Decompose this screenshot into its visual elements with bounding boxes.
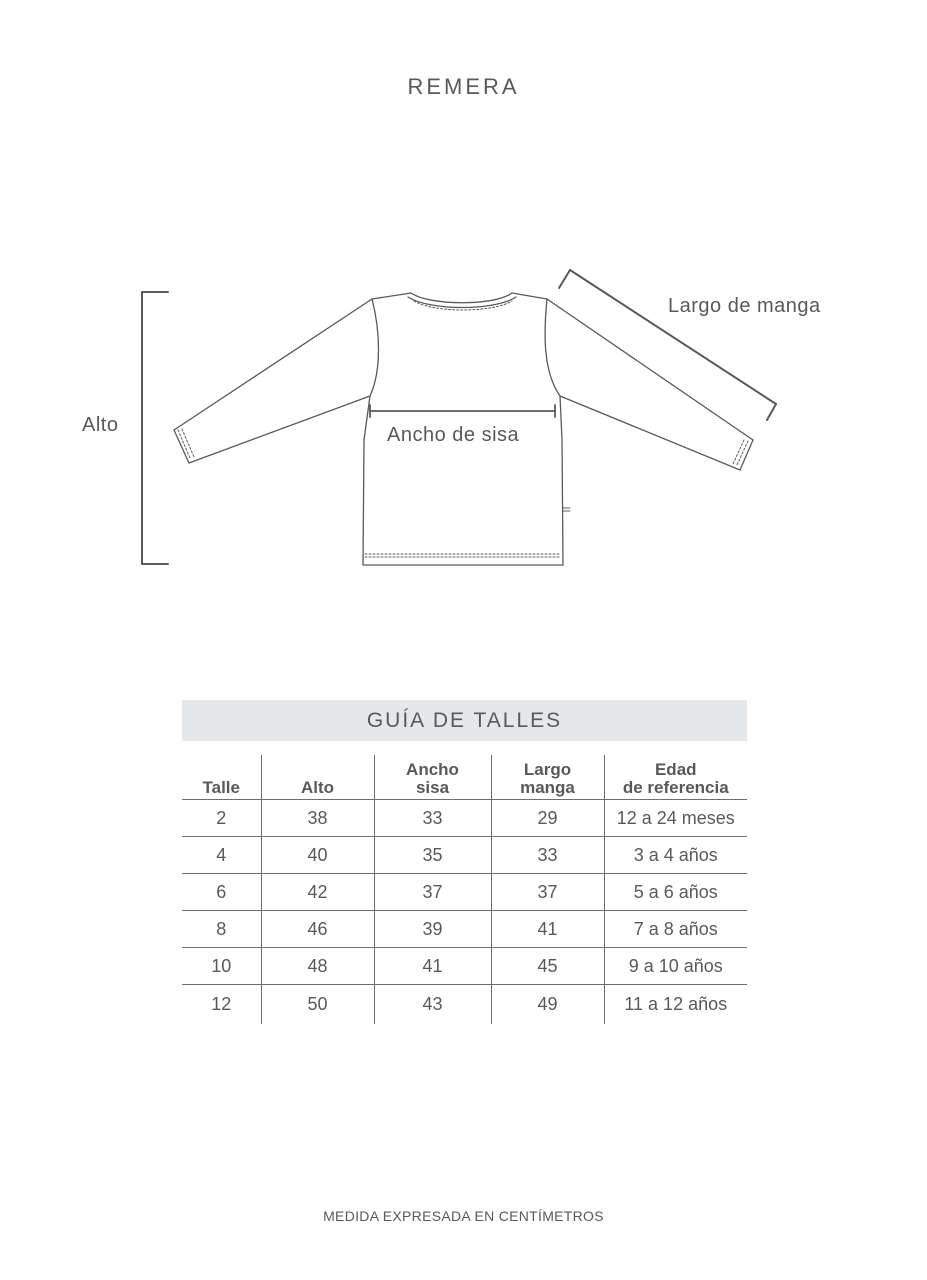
cell-edad: 12 a 24 meses [604, 800, 747, 837]
cell-ancho-sisa: 33 [374, 800, 491, 837]
column-header-edad [604, 755, 747, 800]
cell-alto: 42 [261, 874, 374, 911]
cell-talle: 10 [182, 948, 261, 985]
cell-largo-manga: 29 [491, 800, 604, 837]
column-header-line: Talle [202, 778, 240, 797]
size-guide [182, 700, 747, 1024]
size-guide-title: GUÍA DE TALLES [182, 700, 747, 741]
alto-label: Alto [82, 414, 119, 436]
right-sleeve [547, 299, 753, 470]
column-header-line: Edad [654, 760, 697, 779]
column-header-line: sisa [415, 778, 450, 797]
cell-largo-manga: 41 [491, 911, 604, 948]
cell-alto: 50 [261, 985, 374, 1025]
page-title: REMERA [407, 74, 520, 99]
cell-talle: 12 [211, 994, 232, 1014]
left-sleeve [174, 299, 372, 463]
ancho-sisa-label: Ancho de sisa [387, 424, 520, 446]
ancho-sisa-line [370, 405, 555, 417]
table-row [182, 800, 747, 837]
cell-alto: 48 [261, 948, 374, 985]
table-row [182, 874, 747, 911]
size-table [182, 755, 747, 1024]
table-row [182, 985, 747, 1025]
cell-ancho-sisa: 43 [374, 985, 491, 1025]
cell-largo-manga: 49 [491, 985, 604, 1025]
column-header-talle [182, 755, 261, 800]
cell-talle: 6 [182, 874, 261, 911]
cell-edad: 11 a 12 años [604, 985, 747, 1025]
cell-edad: 3 a 4 años [604, 837, 747, 874]
table-row [182, 948, 747, 985]
alto-bracket [142, 292, 168, 564]
cell-talle: 4 [182, 837, 261, 874]
cell-talle: 2 [182, 800, 261, 837]
largo-manga-line [559, 270, 776, 420]
cell-edad: 7 a 8 años [604, 911, 747, 948]
units-note: MEDIDA EXPRESADA EN CENTÍMETROS [323, 1208, 604, 1224]
cell-largo-manga: 33 [491, 837, 604, 874]
cell-alto: 38 [261, 800, 374, 837]
table-row [182, 911, 747, 948]
column-header-alto [261, 755, 374, 800]
cell-edad: 5 a 6 años [604, 874, 747, 911]
cell-talle: 8 [182, 911, 261, 948]
largo-manga-label: Largo de manga [668, 295, 821, 317]
column-header-largo-manga [491, 755, 604, 800]
table-header-row [182, 755, 747, 800]
cell-largo-manga: 45 [491, 948, 604, 985]
cell-alto: 46 [261, 911, 374, 948]
cell-edad: 9 a 10 años [604, 948, 747, 985]
cell-ancho-sisa: 35 [374, 837, 491, 874]
column-header-line: Ancho [406, 760, 459, 779]
cell-largo-manga: 37 [491, 874, 604, 911]
column-header-line: Alto [300, 778, 335, 797]
column-header-line: Largo [523, 760, 572, 779]
column-header-line: manga [520, 778, 575, 797]
column-header-line: de referencia [622, 778, 729, 797]
cell-ancho-sisa: 37 [374, 874, 491, 911]
table-row [182, 837, 747, 874]
cell-alto: 40 [261, 837, 374, 874]
column-header-ancho-sisa [374, 755, 491, 800]
cell-ancho-sisa: 41 [374, 948, 491, 985]
cell-ancho-sisa: 39 [374, 911, 491, 948]
